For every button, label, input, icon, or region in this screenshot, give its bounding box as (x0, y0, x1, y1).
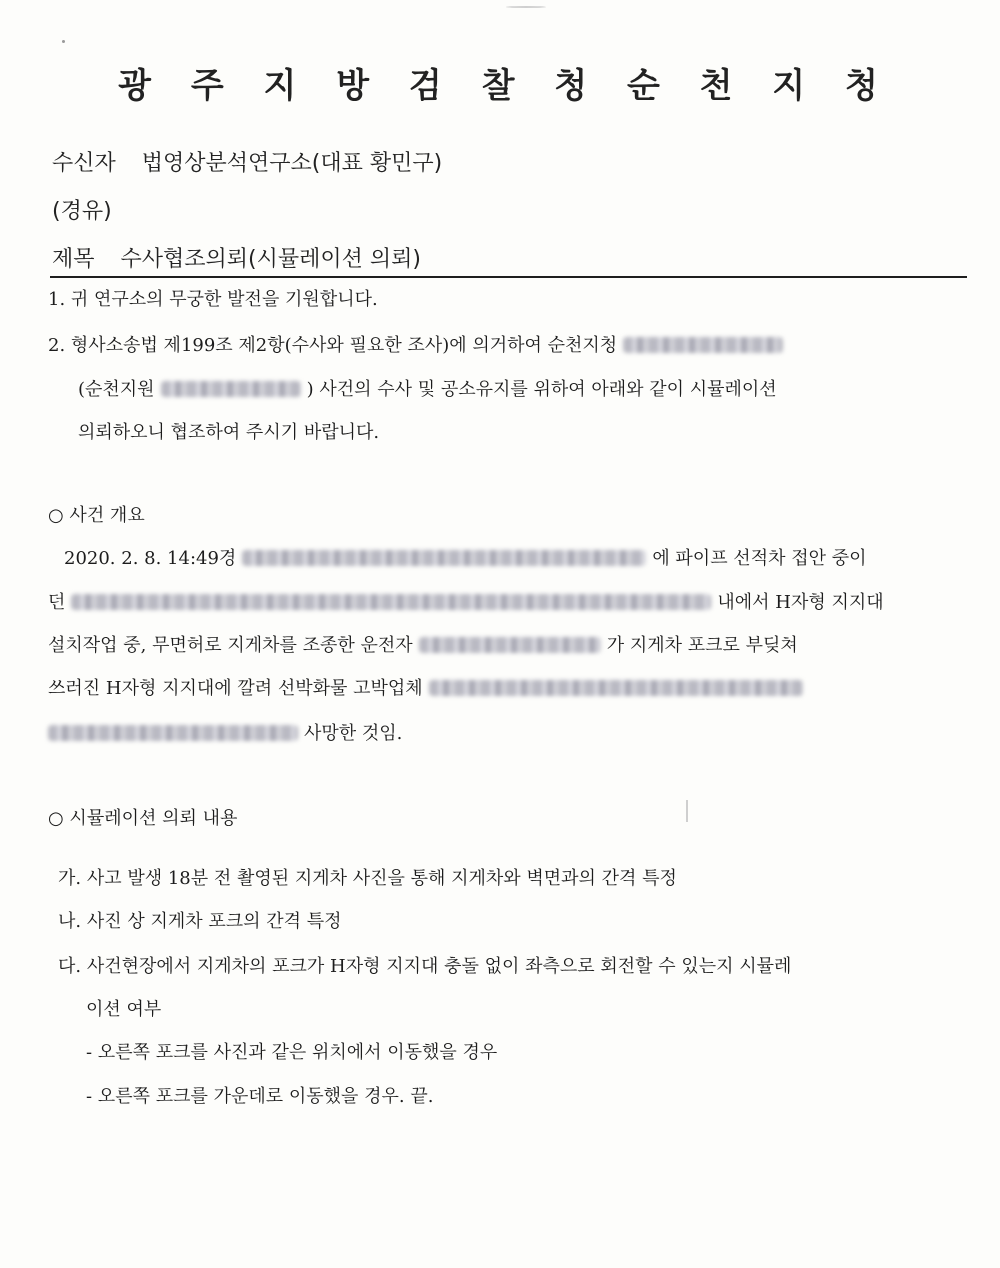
request-sub-item-2: - 오른쪽 포크를 가운데로 이동했을 경우. 끝. (86, 1086, 434, 1107)
via-row: (경유) (52, 199, 112, 224)
redacted-block (161, 381, 301, 397)
paragraph-2-text: ) 사건의 수사 및 공소유지를 위하여 아래와 같이 시뮬레이션 (306, 379, 777, 400)
subject-row (52, 242, 421, 273)
overview-line-1 (64, 550, 866, 568)
recipient-row (52, 146, 442, 177)
request-item-da-line-1: 다. 사건현장에서 지게차의 포크가 H자형 지지대 충돌 없이 좌측으로 회전할 수 있는지 시뮬레 (58, 956, 792, 977)
redacted-block (429, 680, 803, 696)
overview-line-3 (48, 637, 798, 655)
section-overview-heading: ○ 사건 개요 (48, 505, 145, 526)
overview-text: 사망한 것임. (304, 723, 403, 744)
paragraph-2-line-1 (48, 337, 789, 355)
request-item-ga: 가. 사고 발생 18분 전 촬영된 지게차 사진을 통해 지게차와 벽면과의 간격 특정 (58, 868, 677, 889)
subject-value: 수사협조의뢰(시뮬레이션 의뢰) (120, 247, 421, 272)
subject-label: 제목 (52, 247, 95, 272)
redacted-block (623, 337, 783, 353)
scan-speck (62, 40, 65, 43)
overview-line-5 (48, 725, 402, 743)
redacted-block (242, 550, 646, 566)
overview-text: 설치작업 중, 무면허로 지게차를 조종한 운전자 (48, 635, 413, 656)
request-sub-item-1: - 오른쪽 포크를 사진과 같은 위치에서 이동했을 경우 (86, 1042, 498, 1063)
recipient-value: 법영상분석연구소(대표 황민구) (141, 151, 443, 176)
request-item-na: 나. 사진 상 지게차 포크의 간격 특정 (58, 911, 342, 932)
redacted-block (48, 725, 298, 741)
overview-text: 2020. 2. 8. 14:49경 (64, 548, 237, 569)
paragraph-2-text: 2. 형사소송법 제199조 제2항(수사와 필요한 조사)에 의거하여 순천지청 (48, 335, 618, 356)
section-request-heading: ○ 시뮬레이션 의뢰 내용 (48, 808, 238, 829)
paragraph-2-line-3: 의뢰하오니 협조하여 주시기 바랍니다. (78, 422, 380, 443)
overview-text: 가 지게차 포크로 부딪쳐 (606, 635, 798, 656)
overview-text: 던 (48, 592, 66, 613)
overview-text: 쓰러진 H자형 지지대에 깔려 선박화물 고박업체 (48, 678, 423, 699)
request-item-da-line-2: 이션 여부 (86, 999, 162, 1020)
redacted-block (71, 594, 711, 610)
document-title: 광 주 지 방 검 찰 청 순 천 지 청 (118, 66, 892, 106)
overview-text: 내에서 H자형 지지대 (717, 592, 884, 613)
paragraph-2-line-2 (78, 381, 777, 399)
overview-line-2 (48, 594, 884, 612)
scan-speck (686, 800, 688, 822)
overview-line-4 (48, 680, 809, 698)
paragraph-1: 1. 귀 연구소의 무궁한 발전을 기원합니다. (48, 289, 378, 310)
recipient-label: 수신자 (52, 151, 116, 176)
scan-speck (506, 6, 546, 8)
paragraph-2-text: (순천지원 (78, 379, 155, 400)
redacted-block (419, 637, 601, 653)
overview-text: 에 파이프 선적차 접안 중이 (652, 548, 867, 569)
header-divider (50, 276, 967, 278)
